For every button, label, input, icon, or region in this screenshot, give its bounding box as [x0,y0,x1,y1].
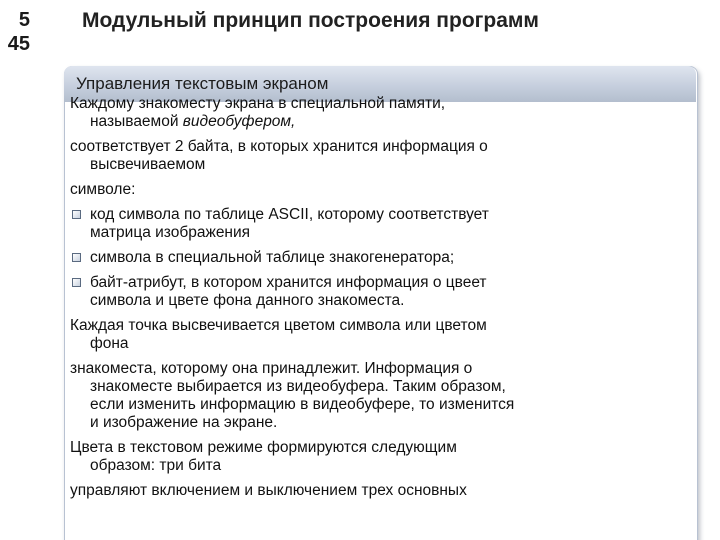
paragraph-line-indented: высвечиваемом [90,156,206,173]
slide-number-line2: 45 [7,33,30,55]
list-item-line: символа в специальной таблице знакогенератора; [90,249,455,266]
square-bullet-icon [72,278,81,287]
list-item [70,274,660,310]
paragraph-dot-color [70,317,660,353]
list-item-line: код символа по таблице ASCII, которому соответствует [90,206,489,223]
paragraph-line-indented: фона [90,335,129,352]
paragraph-symbol [70,181,660,199]
paragraph-line: символе: [70,181,136,198]
paragraph-line: Цвета в текстовом режиме формируются следующим [70,439,457,456]
paragraph-color-forming [70,439,660,475]
paragraph-line: соответствует 2 байта, в которых хранится информация о [70,138,488,155]
paragraph-info-source [70,360,660,432]
list-item-line: байт-атрибут, в котором хранится информация о цвеет [90,274,487,291]
panel-content [70,95,660,507]
panel-heading: Управления текстовым экраном [76,74,329,93]
emphasis-term: видеобуфером, [182,113,296,130]
paragraph-three-colors [70,482,660,500]
slide-number-line1: 5 [18,9,30,31]
paragraph-videobuffer [70,95,660,131]
square-bullet-icon [72,253,81,262]
slide-title: Модульный принцип построения программ [82,9,539,32]
list-item-line: матрица изображения [90,224,251,241]
square-bullet-icon [72,210,81,219]
paragraph-line: управляют включением и выключением трех основных [70,482,467,499]
slide-number [0,8,30,56]
list-item [70,206,660,242]
paragraph-line-indented: если изменить информацию в видеобуфере, то изменится [90,396,515,413]
paragraph-line-indented [70,113,660,131]
list-item [70,249,660,267]
paragraph-line: Каждая точка высвечивается цветом символа или цветом [70,317,487,334]
paragraph-two-bytes [70,138,660,174]
paragraph-line-indented: и изображение на экране. [90,414,278,431]
paragraph-text: называемой [90,113,183,130]
paragraph-line: Каждому знакоместу экрана в специальной памяти, [70,95,446,112]
paragraph-line: знакоместа, которому она принадлежит. Информация о [70,360,473,377]
list-item-line: символа и цвете фона данного знакоместа. [90,292,405,309]
paragraph-line-indented: образом: три бита [90,457,222,474]
paragraph-line-indented: знакоместе выбирается из видеобуфера. Таким образом, [90,378,506,395]
